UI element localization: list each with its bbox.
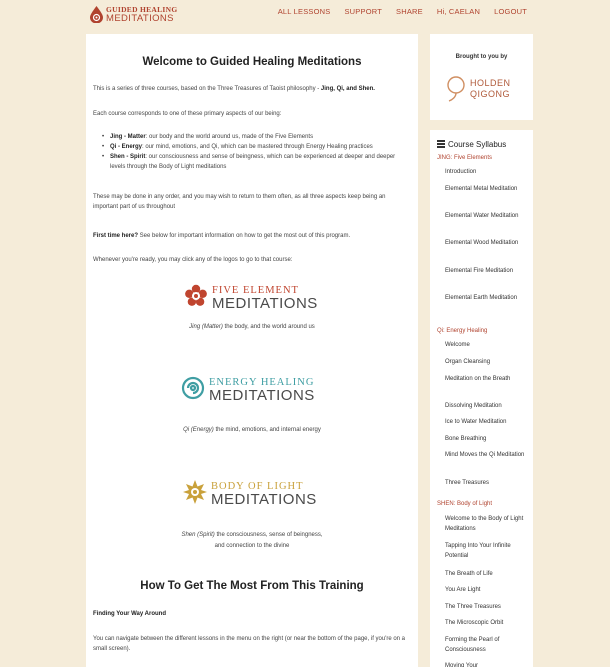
course-caption <box>86 425 418 436</box>
syllabus-item[interactable]: Organ Cleansing <box>445 359 491 365</box>
corresponds-paragraph: Each course corresponds to one of these primary aspects of our being: <box>93 111 282 117</box>
syllabus-item[interactable]: Elemental Metal Meditation <box>445 186 518 192</box>
course-title-bottom: MEDITATIONS <box>211 491 317 508</box>
syllabus-item[interactable]: The Breath of Life <box>445 571 493 577</box>
finding-paragraph: You can navigate between the different lessons in the menu on the right (or near the bottom of the page, if you're on a small screen). <box>93 636 406 652</box>
syllabus-item[interactable]: Bone Breathing <box>445 436 487 442</box>
course-syllabus <box>430 130 533 667</box>
first-time-paragraph <box>93 231 411 241</box>
intro-bold: Jing, Qi, and Shen. <box>320 86 375 92</box>
course-title-bottom: MEDITATIONS <box>212 295 318 312</box>
caption-text: the mind, emotions, and internal energy <box>213 427 321 433</box>
syllabus-section-shen[interactable]: SHEN: Body of Light <box>437 501 493 507</box>
caption-text-2: and connection to the divine <box>214 543 290 549</box>
whenever-paragraph: Whenever you're ready, you may click any of the logos to go to that course: <box>93 257 293 263</box>
course-title-top: BODY OF LIGHT <box>211 481 304 492</box>
first-time-bold: First time here? <box>93 233 139 239</box>
main-content <box>86 34 418 667</box>
course-title-top: ENERGY HEALING <box>209 377 315 388</box>
aspect-term: Shen - Spirit <box>110 154 146 160</box>
caption-em: Qi (Energy) <box>183 427 214 433</box>
aspects-list <box>102 132 408 172</box>
course-title-bottom: MEDITATIONS <box>209 387 315 404</box>
body-of-light-course-link[interactable] <box>86 480 418 555</box>
sponsor-card <box>430 34 533 120</box>
syllabus-item[interactable]: Welcome <box>445 342 470 348</box>
nav-logout[interactable]: LOGOUT <box>494 7 527 16</box>
spiral-icon <box>181 376 205 400</box>
aspect-term: Jing - Matter <box>110 134 146 140</box>
course-caption <box>86 530 418 552</box>
syllabus-item[interactable]: Meditation on the Breath <box>445 376 511 382</box>
syllabus-item[interactable]: You Are Light <box>445 587 481 593</box>
logo-text-top: GUIDED HEALING <box>106 5 178 14</box>
syllabus-item[interactable]: Moving Your <box>445 663 479 667</box>
syllabus-item[interactable]: The Three Treasures <box>445 604 501 610</box>
holden-q-icon <box>446 74 466 102</box>
energy-healing-course-link[interactable] <box>86 376 418 436</box>
sponsor-label: Brought to you by <box>455 54 508 60</box>
sponsor-logo[interactable] <box>446 74 518 104</box>
list-item <box>102 142 408 152</box>
course-title-top: FIVE ELEMENT <box>212 285 299 296</box>
caption-em: Shen (Spirit) <box>181 532 215 538</box>
syllabus-item[interactable]: Welcome to the Body of Light Meditations <box>445 516 524 532</box>
aspect-term: Qi - Energy <box>110 144 143 150</box>
first-time-text: See below for important information on how to get the most out of this program. <box>138 233 351 239</box>
flame-drop-icon <box>90 6 103 23</box>
nav-user-greeting[interactable]: Hi, CAELAN <box>436 7 481 16</box>
syllabus-item[interactable]: Dissolving Meditation <box>445 403 502 409</box>
star-icon <box>183 480 207 504</box>
caption-text: the consciousness, sense of beingness, <box>214 532 323 538</box>
syllabus-item[interactable]: Mind Moves the Qi Meditation <box>445 452 525 458</box>
syllabus-item[interactable]: The Microscopic Orbit <box>445 620 504 626</box>
sponsor-name-top: HOLDEN <box>470 78 511 88</box>
syllabus-item[interactable]: Introduction <box>445 169 477 175</box>
syllabus-item[interactable]: Forming the Pearl of Consciousness <box>445 637 500 653</box>
syllabus-item[interactable]: Elemental Earth Meditation <box>445 295 518 301</box>
aspect-text: : our mind, emotions, and Qi, which can be mastered through Energy Healing practices <box>142 144 373 150</box>
flower-icon <box>184 284 208 308</box>
intro-text: This is a series of three courses, based on the Three Treasures of Taoist philosophy - <box>93 86 321 92</box>
syllabus-item[interactable]: Tapping Into Your Infinite Potential <box>445 543 511 559</box>
list-item <box>102 132 408 142</box>
howto-heading: How To Get The Most From This Training <box>140 580 364 592</box>
course-caption <box>86 322 418 333</box>
nav-all-lessons[interactable]: ALL LESSONS <box>277 7 331 16</box>
syllabus-item[interactable]: Elemental Water Meditation <box>445 213 519 219</box>
finding-heading: Finding Your Way Around <box>93 611 166 617</box>
aspect-text: : our body and the world around us, made of the Five Elements <box>145 134 314 140</box>
syllabus-item[interactable]: Three Treasures <box>445 480 490 486</box>
order-paragraph: These may be done in any order, and you may wish to return to them often, as all three aspects keep being an important part of us throughout <box>93 194 386 210</box>
aspect-text: : our consciousness and sense of beingness, which can be experienced at deeper and deeper levels through the Body of Light meditations <box>110 154 396 170</box>
logo-text-bottom: MEDITATIONS <box>106 13 174 24</box>
nav-share[interactable]: SHARE <box>396 7 423 16</box>
syllabus-item[interactable]: Elemental Fire Meditation <box>445 268 514 274</box>
five-element-course-link[interactable] <box>86 284 418 334</box>
list-icon <box>437 140 445 147</box>
syllabus-item[interactable]: Ice to Water Meditation <box>445 419 507 425</box>
intro-paragraph <box>93 84 411 94</box>
syllabus-section-jing[interactable]: JING: Five Elements <box>437 155 493 161</box>
syllabus-heading <box>437 140 506 149</box>
page-title: Welcome to Guided Healing Meditations <box>142 56 362 68</box>
sponsor-name-bottom: QIGONG <box>470 89 511 99</box>
syllabus-section-qi[interactable]: Qi: Energy Healing <box>437 328 488 334</box>
site-logo[interactable] <box>90 5 180 27</box>
list-item <box>102 152 408 172</box>
nav-support[interactable]: SUPPORT <box>344 7 383 16</box>
top-bar <box>0 0 610 26</box>
syllabus-item[interactable]: Elemental Wood Meditation <box>445 240 519 246</box>
caption-em: Jing (Matter) <box>189 324 223 330</box>
syllabus-title: Course Syllabus <box>448 140 507 149</box>
top-nav <box>278 7 527 16</box>
caption-text: the body, and the world around us <box>222 324 315 330</box>
